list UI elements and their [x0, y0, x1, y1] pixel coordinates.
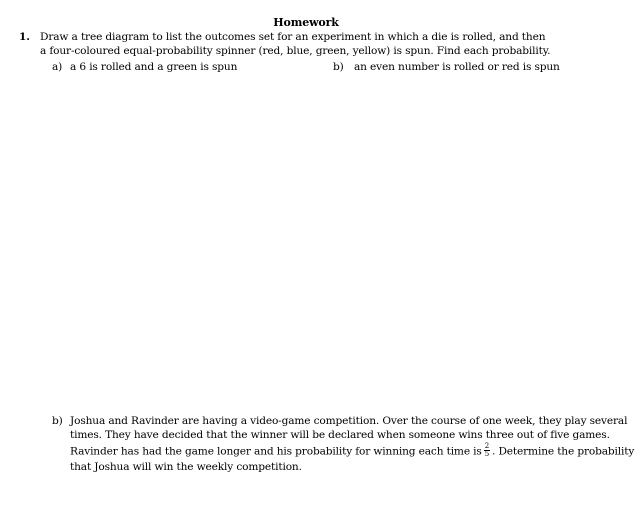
part-b-text: an even number is rolled or red is spun — [354, 61, 560, 73]
fraction-numerator: 2 — [484, 442, 490, 450]
question-2-line-3 — [70, 444, 634, 459]
question-2-line-4: that Joshua will win the weekly competition. — [70, 461, 302, 473]
question-2-line-2: times. They have decided that the winner will be declared when someone wins three out of five games. — [70, 429, 610, 441]
question-2-line-1: Joshua and Ravinder are having a video-game competition. Over the course of one week, they play several — [70, 415, 628, 427]
part-a-text: a 6 is rolled and a green is spun — [70, 61, 238, 73]
probability-fraction — [484, 443, 490, 458]
question-2-line-3-start: Ravinder has had the game longer and his probability for winning each time is — [70, 445, 482, 458]
question-1-line-1: Draw a tree diagram to list the outcomes set for an experiment in which a die is rolled, and then — [40, 31, 546, 43]
part-a-label: a) — [52, 61, 63, 73]
fraction-denominator: 5 — [484, 450, 490, 458]
page-title: Homework — [273, 16, 339, 29]
question-1-line-2: a four-coloured equal-probability spinner (red, blue, green, yellow) is spun. Find each probability. — [40, 45, 551, 57]
question-1-number: 1. — [19, 31, 30, 43]
question-2-line-3-end: . Determine the probability — [492, 445, 635, 458]
question-2-label: b) — [52, 415, 63, 427]
part-b-label: b) — [333, 61, 344, 73]
